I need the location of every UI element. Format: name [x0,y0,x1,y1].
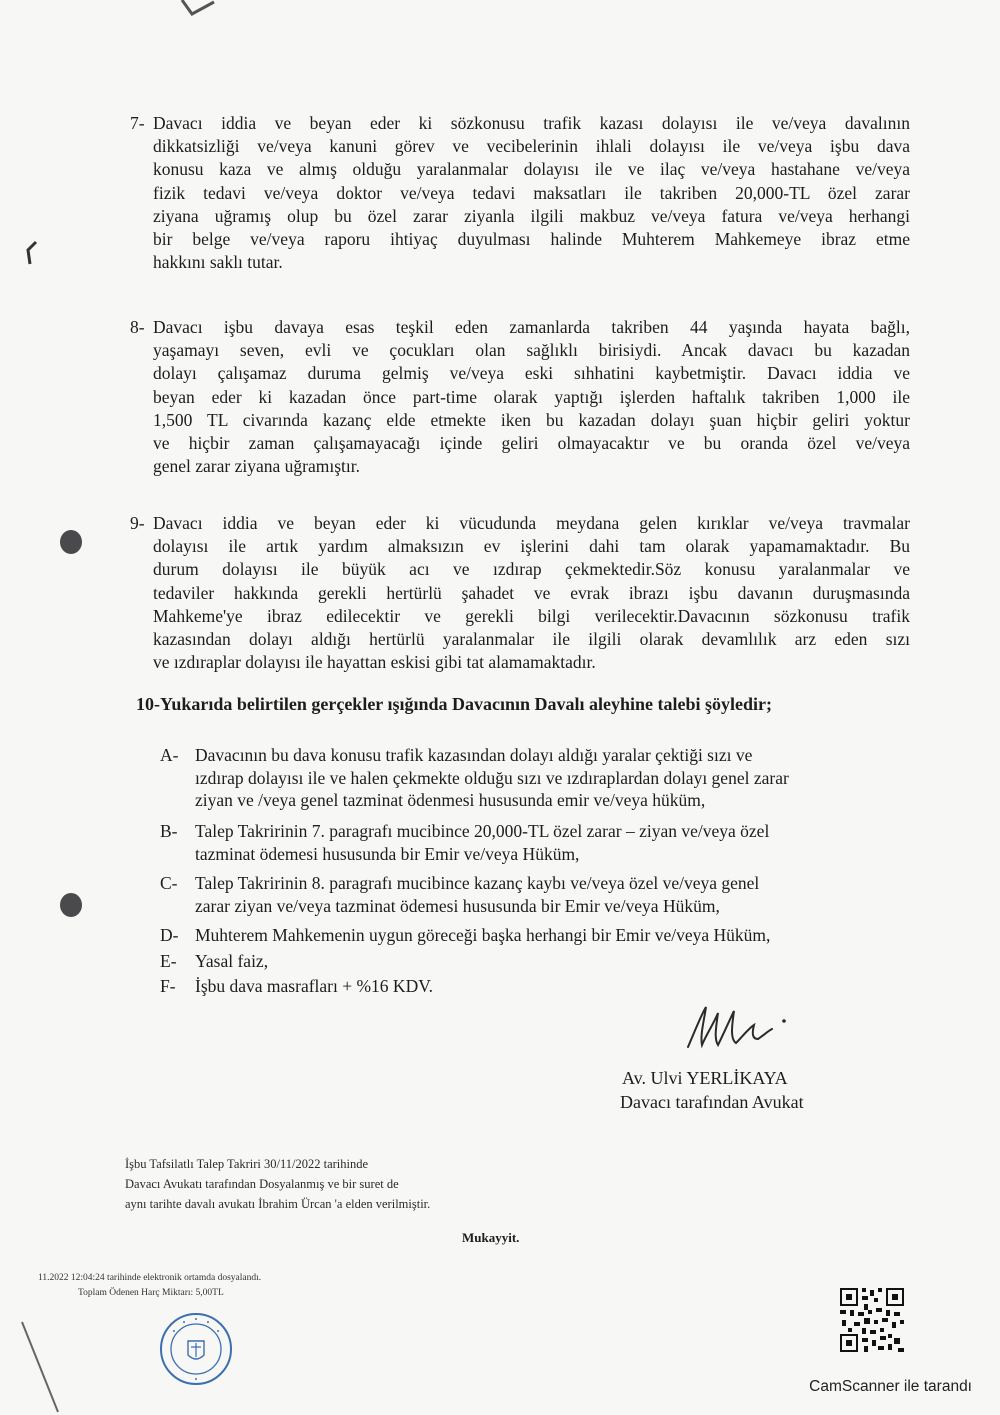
paragraph-line: yaşamayı seven, evli ve çocukları olan sağlıklı birisiydi. Ancak davacı bu kazadan [153,340,910,361]
paragraph-7 [130,112,910,274]
paragraph-line: Davacı iddia ve beyan eder ki sözkonusu trafik kazası dolayısı ile ve/veya davalının [153,113,910,133]
paragraph-line: ziyana uğramış olup bu özel zarar ziyanla ilgili makbuz ve/veya fatura ve/veya herhangi [153,205,910,226]
request-a [160,744,910,812]
request-c [160,872,910,917]
request-line: tazminat ödemesi hususunda bir Emir ve/veya Hüküm, [195,843,580,864]
paragraph-line: bir belge ve/veya raporu ihtiyaç duyulması halinde Muhterem Mahkemeye ibraz etme [153,229,910,250]
paragraph-9 [130,512,910,674]
paragraph-line: beyan eder ki kazadan önce part-time olarak yaptığı işlerden haftalık takriben 1,000 ile [153,386,910,407]
paragraph-line: dolayısı ile artık yardım almaksızın ev işlerini dahi tam olarak yapamamaktadır. Bu [153,536,910,557]
request-e [160,950,910,973]
request-letter: B- [160,821,178,841]
punch-hole-bottom [60,893,82,917]
paragraph-line: dikkatsizliği ve/veya kanuni görev ve vecibelerinin ihlali dolayısı ile ve/veya işbu dava [153,136,910,157]
request-d [160,924,910,947]
request-line: Talep Takririnin 7. paragrafı mucibince 20,000-TL özel zarar – ziyan ve/veya özel [195,821,770,841]
paragraph-line: tedaviler hakkında gerekli hertürlü şahadet ve evrak ibrazı işbu davanın duruşmasında [153,582,910,603]
lawyer-role: Davacı tarafından Avukat [620,1092,804,1112]
delivery-note-line: aynı tarihte davalı avukatı İbrahim Ürcan 'a elden verilmiştir. [125,1197,431,1211]
request-f [160,975,910,998]
paragraph-line: durum dolayısı ile büyük acı ve ızdırap çekmektedir.Söz konusu yaralanmalar ve [153,559,910,580]
paragraph-line: fizik tedavi ve/veya doktor ve/veya tedavi maksatları ile takriben 20,000-TL özel zarar [153,182,910,203]
filing-timestamp: 11.2022 12:04:24 tarihinde elektronik ortamda dosyalandı. [38,1273,262,1283]
lawyer-name: Av. Ulvi YERLİKAYA [622,1068,788,1088]
paragraph-line: dolayı çalışamaz duruma gelmiş ve/veya eski sıhhatini kaybetmiştir. Davacı iddia ve [153,363,910,384]
paragraph-number: 9- [130,513,145,533]
paragraph-line: kazasından dolayı aldığı hertürlü yaralanmalar ile ilgili olarak devamlılık arz eden sızı [153,629,910,650]
paragraph-line: genel zarar ziyana uğramıştır. [153,456,360,477]
request-line: Yasal faiz, [195,951,269,971]
electronic-filing-note [38,1271,261,1301]
court-stamp-icon [158,1311,234,1387]
punch-hole-top [60,530,82,554]
request-b [160,820,910,865]
paragraph-line: Mahkeme'ye ibraz edilecektir ve gerekli bilgi verilecektir.Davacının sözkonusu trafik [153,605,910,626]
paragraph-line: 1,500 TL civarında kazanç elde etmekte iken bu kazadan dolayı şuan hiçbir geliri yoktur [153,409,910,430]
request-line: Muhterem Mahkemenin uygun göreceği başka herhangi bir Emir ve/veya Hüküm, [195,925,771,945]
request-line: İşbu dava masrafları + %16 KDV. [195,976,433,996]
margin-mark-icon [22,240,42,266]
request-letter: A- [160,745,179,765]
request-line: Davacının bu dava konusu trafik kazasından dolayı aldığı yaralar çektiği sızı ve [195,745,753,765]
paragraph-line: hakkını saklı tutar. [153,252,283,273]
delivery-note-line: İşbu Tafsilatlı Talep Takriri 30/11/2022 tarihinde [125,1157,369,1171]
request-line: Talep Takririnin 8. paragrafı mucibince kazanç kaybı ve/veya özel ve/veya genel [195,873,760,893]
delivery-note-line: Davacı Avukatı tarafından Dosyalanmış ve bir suret de [125,1177,399,1191]
paragraph-line: konusu kaza ve almış olduğu yaralanmalar dolayısı ile ve ilaç ve/veya hastahane ve/veya [153,159,910,180]
request-letter: F- [160,976,176,996]
paragraph-line: Davacı işbu davaya esas teşkil eden zamanlarda takriben 44 yaşında hayata bağlı, [153,317,910,337]
request-line: ziyan ve /veya genel tazminat ödenmesi hususunda emir ve/veya hüküm, [195,790,706,810]
section-heading-10: 10-Yukarıda belirtilen gerçekler ışığında Davacının Davalı aleyhine talebi şöyledir; [136,694,773,714]
qr-code-icon [838,1286,906,1354]
paragraph-8 [130,316,910,478]
signature-scribble-icon [680,1003,800,1051]
request-letter: C- [160,873,178,893]
paragraph-line: ve ızdıraplar dolayısı ile hayattan eskisi gibi tat alamamaktadır. [153,652,596,673]
filing-fee: Toplam Ödenen Harç Miktarı: 5,00TL [78,1288,224,1298]
request-letter: D- [160,925,179,945]
registrar-label: Mukayyit. [462,1230,520,1245]
paragraph-line: ve hiçbir zaman çalışamayacağı içinde geliri olmayacaktır ve bu oranda özel ve/veya [153,433,910,454]
paragraph-number: 8- [130,317,145,337]
scanner-watermark: CamScanner ile tarandı [809,1378,972,1395]
corner-mark-icon [180,0,216,18]
request-line: zarar ziyan ve/veya tazminat ödemesi hususunda bir Emir ve/veya Hüküm, [195,895,720,916]
paragraph-number: 7- [130,113,145,133]
paragraph-line: Davacı iddia ve beyan eder ki vücudunda meydana gelen kırıklar ve/veya travmalar [153,513,910,533]
scan-edge-mark-icon [18,1320,78,1415]
request-line: ızdırap dolayısı ile ve halen çekmekte olduğu sızı ve ızdıraplardan dolayı genel zarar [195,767,789,788]
request-letter: E- [160,951,177,971]
